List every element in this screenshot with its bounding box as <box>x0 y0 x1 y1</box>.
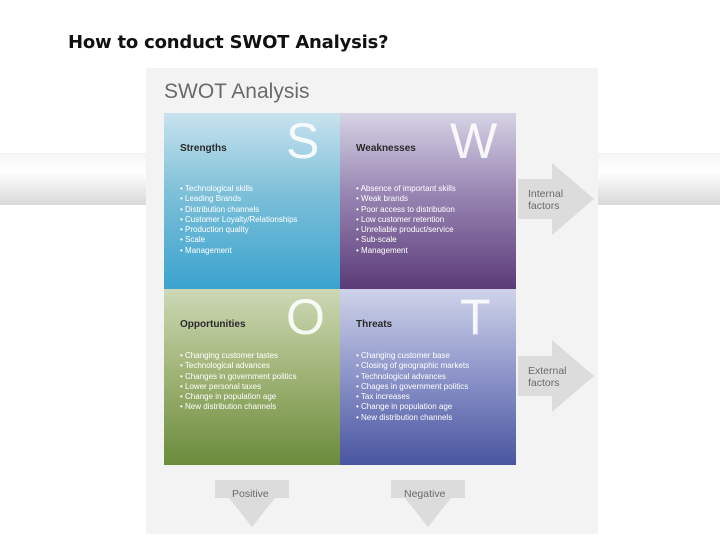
list-item: • Absence of important skills <box>356 184 456 194</box>
external-factors-label: External factors <box>528 365 567 389</box>
internal-factors-label: Internal factors <box>528 188 564 212</box>
decorative-band-left <box>0 153 146 205</box>
diagram-title: SWOT Analysis <box>164 80 310 103</box>
opportunities-list <box>180 351 297 413</box>
list-item: • Poor access to distribution <box>356 205 456 215</box>
negative-label: Negative <box>404 488 446 500</box>
strengths-list <box>180 184 298 256</box>
threats-label: Threats <box>356 319 393 330</box>
list-item: • Distribution channels <box>180 205 298 215</box>
list-item: • Technological advances <box>356 372 469 382</box>
list-item: • Lower personal taxes <box>180 382 297 392</box>
threats-list <box>356 351 469 423</box>
list-item: • Leading Brands <box>180 194 298 204</box>
opportunities-label: Opportunities <box>180 319 246 330</box>
list-item: • Management <box>180 246 298 256</box>
list-item: • New distribution channels <box>356 413 469 423</box>
weaknesses-list <box>356 184 456 256</box>
strengths-label: Strengths <box>180 143 227 154</box>
list-item: • Technological skills <box>180 184 298 194</box>
list-item: • Chages in government politics <box>356 382 469 392</box>
strengths-quadrant <box>164 113 340 289</box>
threats-quadrant <box>340 289 516 465</box>
list-item: • Changing customer tastes <box>180 351 297 361</box>
list-item: • Sub-scale <box>356 235 456 245</box>
opportunities-quadrant <box>164 289 340 465</box>
swot-diagram <box>146 68 598 534</box>
threats-letter: T <box>460 289 491 345</box>
list-item: • Low customer retention <box>356 215 456 225</box>
list-item: • Change in population age <box>356 402 469 412</box>
list-item: • Scale <box>180 235 298 245</box>
list-item: • Management <box>356 246 456 256</box>
positive-label: Positive <box>232 488 269 500</box>
list-item: • Production quality <box>180 225 298 235</box>
list-item: • Unreliable product/service <box>356 225 456 235</box>
weaknesses-letter: W <box>450 113 498 169</box>
weaknesses-quadrant <box>340 113 516 289</box>
decorative-band-right <box>598 153 720 205</box>
strengths-letter: S <box>286 113 320 169</box>
list-item: • Tax increases <box>356 392 469 402</box>
list-item: • Change in population age <box>180 392 297 402</box>
list-item: • Technological advances <box>180 361 297 371</box>
list-item: • Changes in government politics <box>180 372 297 382</box>
slide-title: How to conduct SWOT Analysis? <box>68 32 389 53</box>
opportunities-letter: O <box>286 289 325 345</box>
list-item: • New distribution channels <box>180 402 297 412</box>
list-item: • Customer Loyalty/Relationships <box>180 215 298 225</box>
list-item: • Changing customer base <box>356 351 469 361</box>
list-item: • Closing of geographic markets <box>356 361 469 371</box>
weaknesses-label: Weaknesses <box>356 143 416 154</box>
list-item: • Weak brands <box>356 194 456 204</box>
